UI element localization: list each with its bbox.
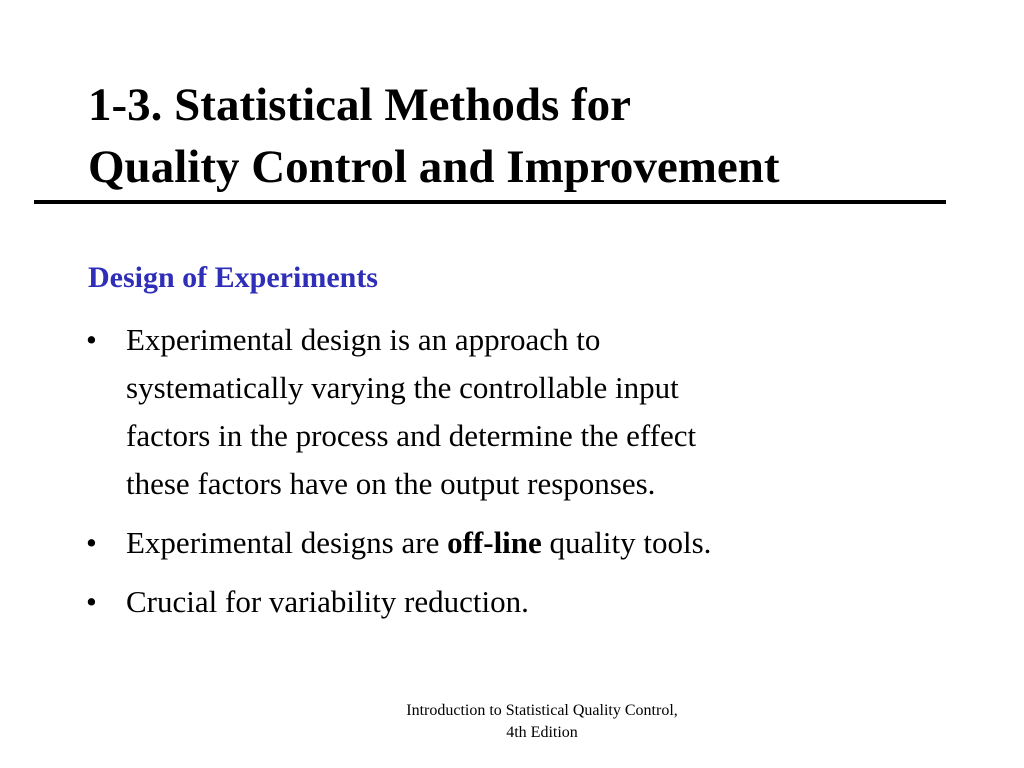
bullet-3-text: Crucial for variability reduction. — [126, 584, 529, 619]
bullet-1-line-3: factors in the process and determine the effect — [126, 418, 697, 453]
bullet-2-bold-term: off-line — [447, 525, 542, 560]
slide-footer — [350, 700, 734, 744]
bullet-marker-icon: • — [86, 584, 97, 619]
footer-line-1: Introduction to Statistical Quality Control, — [406, 702, 678, 719]
bullet-1-line-2: systematically varying the controllable input — [126, 370, 679, 405]
footer-line-2: 4th Edition — [506, 724, 578, 741]
bullet-item-2 — [86, 519, 946, 567]
bullet-1-line-4: these factors have on the output responses. — [126, 466, 656, 501]
slide-title-line-2: Quality Control and Improvement — [88, 141, 780, 193]
bullet-item-1 — [86, 316, 946, 508]
bullet-2-text-after: quality tools. — [541, 525, 712, 560]
bullet-2-text — [126, 519, 946, 567]
slide-title — [88, 74, 968, 198]
bullet-2-text-before: Experimental designs are — [126, 525, 448, 560]
slide-title-line-1: 1-3. Statistical Methods for — [88, 79, 632, 131]
bullet-item-3 — [86, 578, 946, 626]
bullet-marker-icon: • — [86, 322, 97, 357]
bullet-1-line-1: Experimental design is an approach to — [126, 322, 601, 357]
section-heading: Design of Experiments — [88, 261, 378, 294]
title-underline-rule — [34, 200, 946, 204]
bullet-marker-icon: • — [86, 525, 97, 560]
bullet-list — [86, 316, 946, 637]
